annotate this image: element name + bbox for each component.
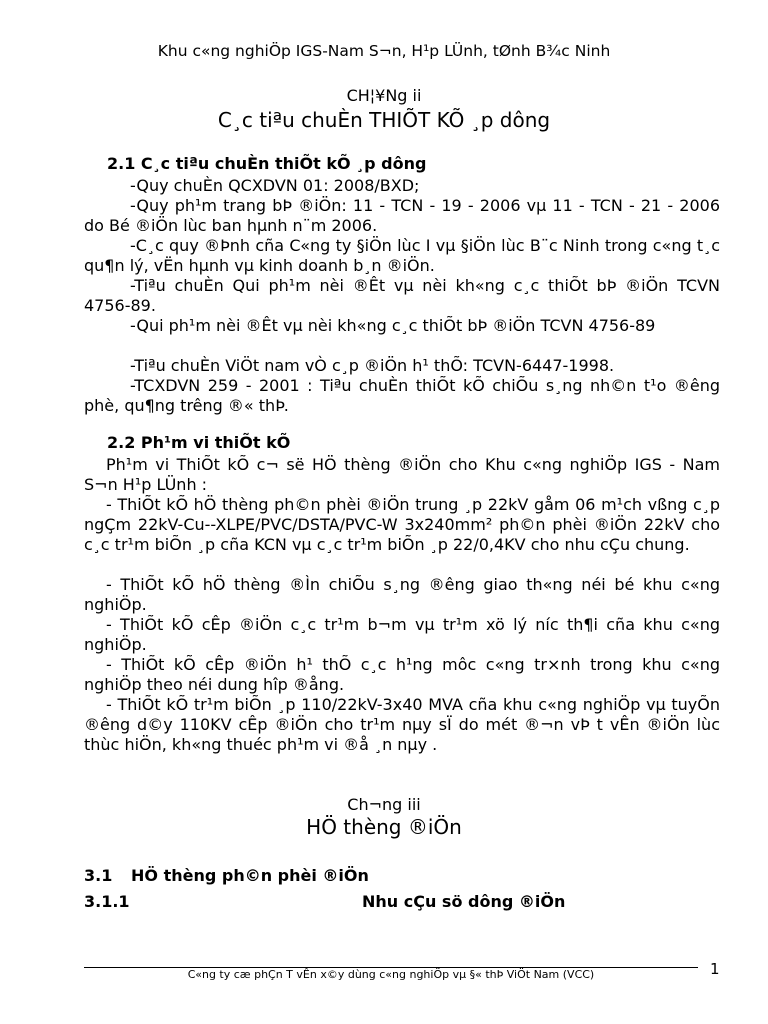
section-2-2-item: - ThiÕt kÕ hÖ thèng ®Ìn chiÕu s¸ng ®êng giao th«ng néi bé khu c«ng nghiÖp. xyxy=(84,575,720,614)
chapter-2-label: CH¦¥Ng ii xyxy=(346,86,422,105)
section-2-2-item: - ThiÕt kÕ cÊp ®iÖn h¹ thÕ c¸c h¹ng môc c«ng tr×nh trong khu c«ng nghiÖp theo néi dung hîp ®ång. xyxy=(84,655,720,694)
section-2-1-item: -Tiªu chuÈn ViÖt nam vÒ c¸p ®iÖn h¹ thÕ: TCVN-6447-1998. xyxy=(130,356,615,375)
section-3-1-1-heading: Nhu cÇu sö dông ®iÖn xyxy=(362,892,566,911)
section-3-1-heading: HÖ thèng ph©n phèi ®iÖn xyxy=(131,866,369,885)
section-2-1-heading: 2.1 C¸c tiªu chuÈn thiÕt kÕ ¸p dông xyxy=(107,154,427,173)
section-2-1-item: -C¸c quy ®Þnh cña C«ng ty §iÖn lùc I vµ §iÖn lùc B¨c Ninh trong c«ng t¸c qu¶n lý, vËn hµnh vµ kinh doanh b¸n ®iÖn. xyxy=(84,236,720,275)
section-2-2-item: - ThiÕt kÕ cÊp ®iÖn c¸c tr¹m b¬m vµ tr¹m xö lý níc th¶i cña khu c«ng nghiÖp. xyxy=(84,615,720,654)
chapter-2-title: C¸c tiªu chuÈn THIÕT KÕ ¸p dông xyxy=(217,108,551,132)
section-2-2-intro: Ph¹m vi ThiÕt kÕ c¬ së HÖ thèng ®iÖn cho Khu c«ng nghiÖp IGS - Nam S¬n H¹p LÜnh : xyxy=(84,455,720,494)
section-3-1-number: 3.1 xyxy=(84,866,113,885)
section-2-2-item: - ThiÕt kÕ tr¹m biÕn ¸p 110/22kV-3x40 MVA cña khu c«ng nghiÖp vµ tuyÕn ®êng d©y 110KV cÊp ®iÖn cho tr¹m nµy sÏ do mét ®¬n vÞ t vÊn ®iÖn lùc thùc hiÖn, kh«ng thuéc ph¹m vi ®å ¸n nµy . xyxy=(84,695,720,754)
section-2-2-item: - ThiÕt kÕ hÖ thèng ph©n phèi ®iÖn trung ¸p 22kV gåm 06 m¹ch vßng c¸p ngÇm 22kV-Cu--XLPE/PVC/DSTA/PVC-W 3x240mm² ph©n phèi ®iÖn 22kV cho c¸c tr¹m biÕn ¸p cña KCN vµ c¸c tr¹m biÕn ¸p 22/0,4KV cho nhu cÇu chung. xyxy=(84,495,720,554)
chapter-3-label: Ch¬ng iii xyxy=(347,795,421,814)
section-2-1-item: -Quy chuÈn QCXDVN 01: 2008/BXD; xyxy=(130,176,420,195)
chapter-3-title: HÖ thèng ®iÖn xyxy=(306,815,462,839)
running-header: Khu c«ng nghiÖp IGS-Nam S¬n, H¹p LÜnh, tØnh B¾c Ninh xyxy=(157,42,611,60)
section-3-1-1-number: 3.1.1 xyxy=(84,892,130,911)
section-2-1-item: -Quy ph¹m trang bÞ ®iÖn: 11 - TCN - 19 - 2006 vµ 11 - TCN - 21 - 2006 do Bé ®iÖn lùc ban hµnh n¨m 2006. xyxy=(84,196,720,235)
page-number: 1 xyxy=(710,960,720,978)
section-2-1-item: -TCXDVN 259 - 2001 : Tiªu chuÈn thiÕt kÕ chiÕu s¸ng nh©n t¹o ®êng phè, qu¶ng trêng ®« thÞ. xyxy=(84,376,720,415)
footer-company: C«ng ty cæ phÇn T vÊn x©y dùng c«ng nghiÖp vµ §« thÞ ViÖt Nam (VCC) xyxy=(187,968,595,981)
section-2-1-item: -Qui ph¹m nèi ®Êt vµ nèi kh«ng c¸c thiÕt bÞ ®iÖn TCVN 4756-89 xyxy=(130,316,656,335)
section-2-2-heading: 2.2 Ph¹m vi thiÕt kÕ xyxy=(107,433,291,452)
section-2-1-item: -Tiªu chuÈn Qui ph¹m nèi ®Êt vµ nèi kh«ng c¸c thiÕt bÞ ®iÖn TCVN 4756-89. xyxy=(84,276,720,315)
